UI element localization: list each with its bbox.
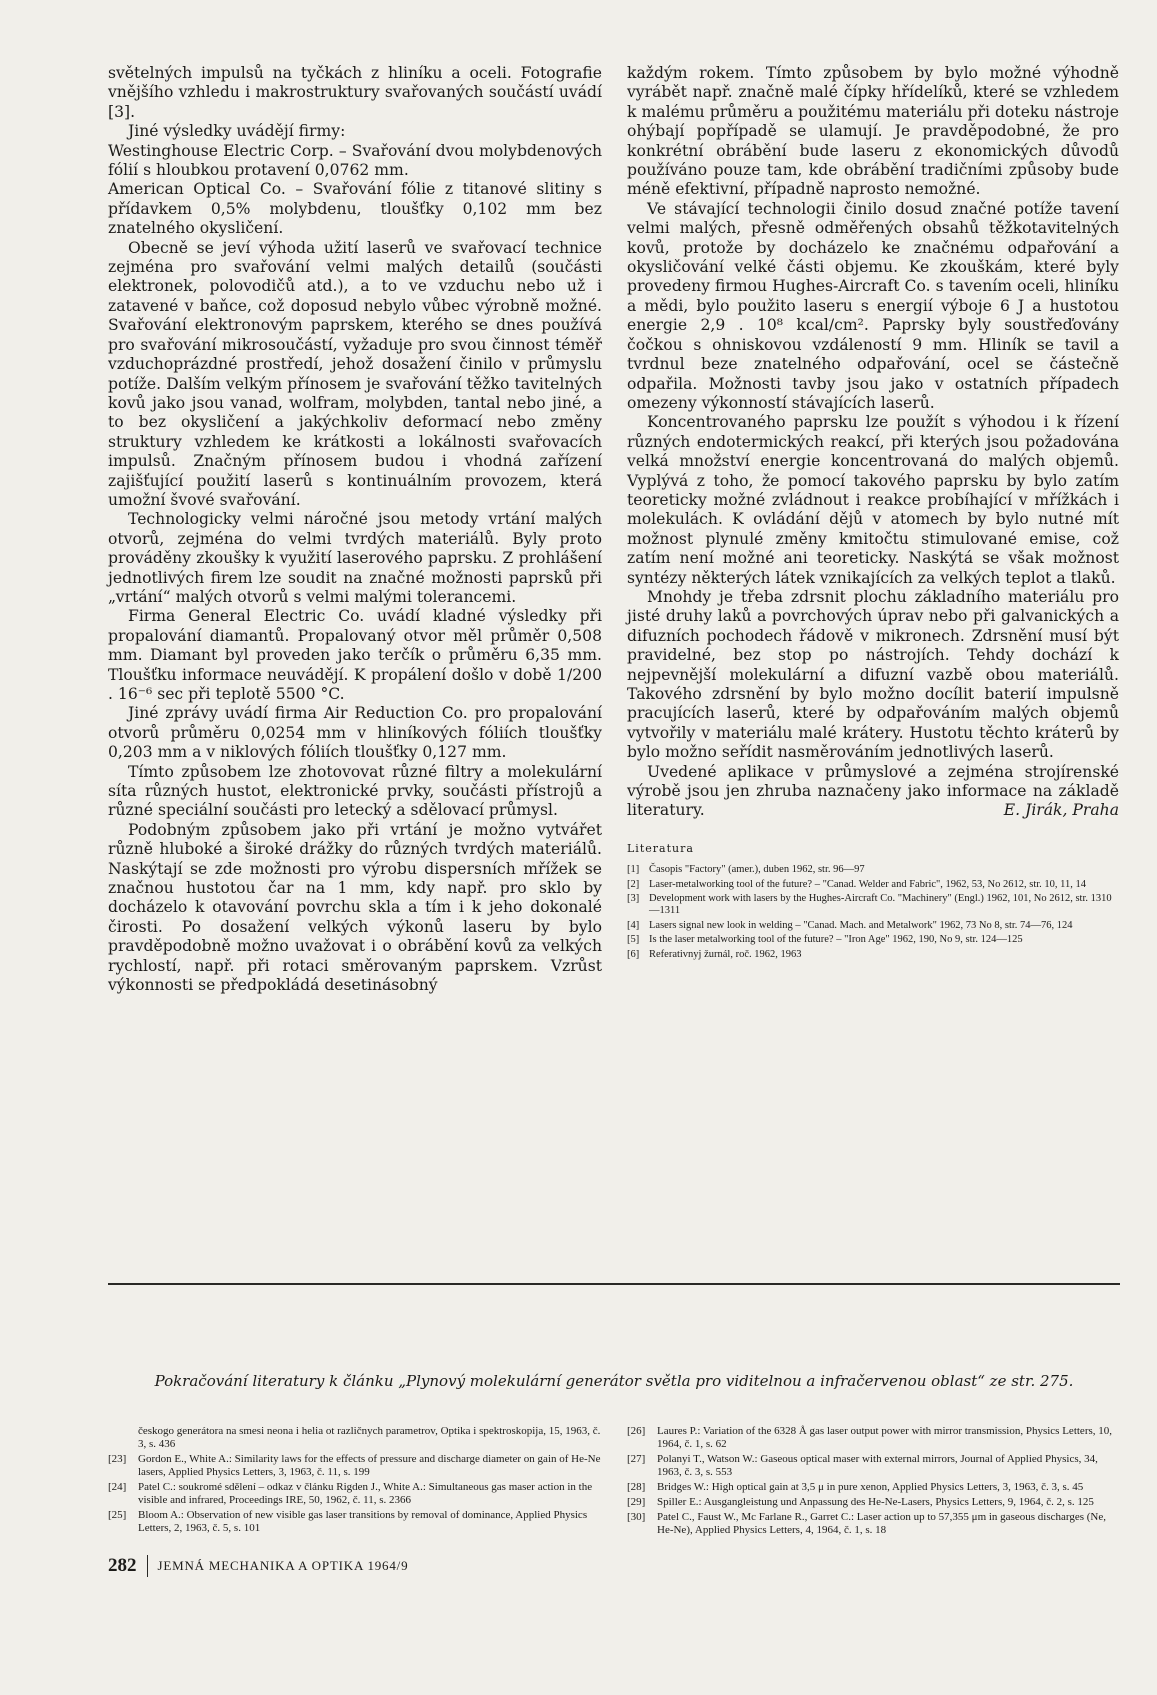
- reference-text: Polanyi T., Watson W.: Gaseous optical maser with external mirrors, Journal of Applied Physics, 34, 1963, č. 3, s. 553: [657, 1453, 1098, 1478]
- reference-text: Lasers signal new look in welding – "Canad. Mach. and Metalwork" 1962, 73 No 8, str. 74—76, 124: [649, 919, 1073, 931]
- paragraph: každým rokem. Tímto způsobem by bylo možné výhodně vyrábět např. značně malé čípky hřídelíků, které se vzhledem k malému průměru a použitému materiálu při doteku nástroje ohýbají popřípadě se ulamují. Je pravděpodobné, že pro konkrétní obrábění bude laseru z ekonomických důvodů používáno pouze tam, kde obrábění tradičními způsoby bude méně efektivní, případně naprosto nemožné.: [627, 64, 1119, 199]
- reference-text: Laser-metalworking tool of the future? – "Canad. Welder and Fabric", 1962, 53, No 2612, str. 10, 11, 14: [649, 878, 1087, 890]
- reference-text: Is the laser metalworking tool of the future? – "Iron Age" 1962, 190, No 9, str. 124—125: [649, 934, 1023, 946]
- reference-number: [25]: [108, 1509, 127, 1521]
- reference-item: [627, 1511, 1119, 1537]
- reference-item: [627, 920, 1119, 932]
- continued-references-right: [627, 1425, 1119, 1539]
- reference-number: [27]: [627, 1453, 646, 1465]
- paragraph: Jiné zprávy uvádí firma Air Reduction Co. pro propalování otvorů průměru 0,0254 mm v hliníkových fóliích tloušťky 0,203 mm a v niklových fóliích tloušťky 0,127 mm.: [108, 704, 602, 762]
- literature-heading: Literatura: [627, 841, 694, 855]
- reference-number: [24]: [108, 1481, 127, 1493]
- paragraph: Uvedené aplikace v průmyslové a zejména strojírenské výrobě jsou jen zhruba naznačeny jako informace na základě literatury.: [627, 762, 1119, 820]
- reference-text: Patel C.: soukromé sdělení – odkaz v článku Rigden J., White A.: Simultaneous gas maser action in the visible and infrared, Proceedings IRE, 50, 1962, č. 11, s. 2366: [138, 1481, 593, 1506]
- reference-item: [627, 879, 1119, 891]
- reference-item: [627, 1496, 1119, 1509]
- reference-number: [5]: [627, 934, 640, 946]
- right-paragraphs: [627, 64, 1119, 821]
- reference-number: [2]: [627, 878, 640, 890]
- reference-number: [28]: [627, 1481, 646, 1493]
- right-text-column: [627, 64, 1119, 963]
- continuation-title: Pokračování literatury k článku „Plynový molekulární generátor světla pro viditelnou a infračervenou oblast“ ze str. 275.: [154, 1372, 1074, 1390]
- reference-text: Referativnyj žurnál, roč. 1962, 1963: [649, 948, 802, 960]
- reference-text: Patel C., Faust W., Mc Farlane R., Garret C.: Laser action up to 57,355 μm in gaseous discharges (Ne, He-Ne), Applied Physics Letters, 4, 1964, č. 1, s. 18: [657, 1511, 1106, 1536]
- reference-item: [108, 1453, 604, 1479]
- paragraph: Koncentrovaného paprsku lze použít s výhodou i k řízení různých endotermických reakcí, při kterých jsou požadována velká množství energie koncentrovaná do malých objemů. Vyplývá z toho, že pomocí takového paprsku by bylo zatím teoreticky možné zvládnout i reakce probíhající v mřížkách i molekulách. K ovládání dějů v atomech by bylo nutné mít možnost plynulé změny kmitočtu stimulované emise, což zatím není možné ani teoreticky. Naskýtá se však možnost syntézy některých látek vznikajících za velkých teplot a tlaků.: [627, 413, 1119, 587]
- reference-item: [627, 893, 1119, 918]
- reference-number: [26]: [627, 1425, 646, 1437]
- paragraph: Obecně se jeví výhoda užití laserů ve svařovací technice zejména pro svařování velmi malých detailů (součásti elektronek, polovodičů atd.), a to ve vzduchu nebo už i zatavené v baňce, což doposud nebylo vůbec výrobně možné. Svařování elektronovým paprskem, kterého se dnes používá pro svařování mikrosoučástí, vyžaduje pro svou činnost téměř vzduchoprázdné prostředí, jehož dosažení činilo v průmyslu potíže. Dalším velkým přínosem je svařování těžko tavitelných kovů jako jsou vanad, wolfram, molybden, tantal nebo jiné, a to bez okysličení a jakýchkoliv deformací nebo změny struktury vzhledem ke krátkosti a lokálnosti svařovacích impulsů. Značným přínosem budou i vhodná zařízení zajišťující použití laserů s kontinuálním provozem, která umožní švové svařování.: [108, 238, 602, 509]
- reference-text: Gordon E., White A.: Similarity laws for the effects of pressure and discharge diameter on gain of He-Ne lasers, Applied Physics Letters, 3, 1963, č. 11, s. 199: [138, 1453, 601, 1478]
- paragraph: Podobným způsobem jako při vrtání je možno vytvářet různě hluboké a široké drážky do různých tvrdých materiálů. Naskýtají se zde možnosti pro výrobu dispersních mřížek se značnou hustotou čar na 1 mm, kdy např. pro sklo by docházelo k otavování povrchu skla a tím i k jeho dokonalé čirosti. Po dosažení velkých výkonů laseru by bylo pravděpodobně možno uvažovat i o obrábění kovů za velkých rychlostí, např. při rotaci směrovaným paprskem. Vzrůst výkonnosti se předpokládá desetinásobný: [108, 820, 602, 995]
- reference-item: [108, 1509, 604, 1535]
- journal-name: JEMNÁ MECHANIKA A OPTIKA 1964/9: [157, 1558, 409, 1573]
- continued-references-left: [108, 1425, 604, 1537]
- reference-text: Laures P.: Variation of the 6328 Å gas laser output power with mirror transmission, Physics Letters, 10, 1964, č. 1, s. 62: [657, 1425, 1113, 1450]
- paragraph: Technologicky velmi náročné jsou metody vrtání malých otvorů, zejména do velmi tvrdých materiálů. Byly proto prováděny zkoušky k využití laserového paprsku. Z prohlášení jednotlivých firem lze soudit na značné možnosti paprsků při „vrtání“ malých otvorů s velmi malými tolerancemi.: [108, 510, 602, 606]
- reference-item: [627, 864, 1119, 876]
- reference-number: [30]: [627, 1511, 646, 1523]
- reference-item: [627, 1481, 1119, 1494]
- author-signature: E. Jirák, Praha: [1003, 801, 1119, 820]
- continued-references-left-list: [108, 1453, 604, 1535]
- reference-item: [627, 934, 1119, 946]
- reference-text: Bloom A.: Observation of new visible gas laser transitions by removal of dominance, Applied Physics Letters, 2, 1963, č. 5, s. 101: [138, 1509, 588, 1534]
- paragraph: American Optical Co. – Svařování fólie z titanové slitiny s přídavkem 0,5% molybdenu, tloušťky 0,102 mm bez znatelného okysličení.: [108, 180, 602, 238]
- reference-number: [29]: [627, 1496, 646, 1508]
- reference-number: [3]: [627, 893, 640, 905]
- paragraph: Firma General Electric Co. uvádí kladné výsledky při propalování diamantů. Propalovaný otvor měl průměr 0,508 mm. Diamant byl proveden jako terčík o průměru 6,35 mm. Tloušťku informace neuvádějí. K propálení došlo v době 1/200 . 16⁻⁶ sec při teplotě 5500 °C.: [108, 607, 602, 703]
- section-divider: [108, 1283, 1120, 1285]
- reference-number: [6]: [627, 948, 640, 960]
- reference-text: Spiller E.: Ausgangleistung und Anpassung des He-Ne-Lasers, Physics Letters, 9, 1964, č. 2, s. 125: [657, 1496, 1094, 1508]
- continued-reference-fragment: českogo generátora na smesi neona i helia ot različnych parametrov, Optika i spektroskopija, 15, 1963, č. 3, s. 436: [138, 1425, 601, 1450]
- reference-number: [1]: [627, 864, 640, 876]
- paragraph: Jiné výsledky uvádějí firmy:: [128, 122, 346, 141]
- reference-item: [627, 1453, 1119, 1479]
- left-text-column: [108, 64, 602, 996]
- reference-item: [108, 1481, 604, 1507]
- reference-text: Časopis "Factory" (amer.), duben 1962, str. 96—97: [649, 864, 865, 876]
- page-footer: [108, 1555, 408, 1577]
- reference-number: [4]: [627, 919, 640, 931]
- paragraph: světelných impulsů na tyčkách z hliníku a oceli. Fotografie vnějšího vzhledu i makrostruktury svařovaných součástí uvádí [3].: [108, 64, 602, 121]
- footer-separator: [147, 1555, 148, 1577]
- reference-text: Development work with lasers by the Hughes-Aircraft Co. "Machinery" (Engl.) 1962, 101, No 2612, str. 1310—1311: [649, 893, 1112, 917]
- reference-item: [627, 949, 1119, 961]
- references-list: [627, 864, 1119, 961]
- reference-text: Bridges W.: High optical gain at 3,5 μ in pure xenon, Applied Physics Letters, 3, 1963, č. 3, s. 45: [657, 1481, 1084, 1493]
- paragraph: Tímto způsobem lze zhotovovat různé filtry a molekulární síta různých hustot, elektronické prvky, součásti přístrojů a různé speciální součásti pro letecký a sdělovací průmysl.: [108, 762, 602, 820]
- reference-item: [627, 1425, 1119, 1451]
- page-number: 282: [108, 1555, 137, 1576]
- paragraph: Mnohdy je třeba zdrsnit plochu základního materiálu pro jisté druhy laků a povrchových úprav nebo při galvanických a difuzních pochodech řádově v mikronech. Zdrsnění musí být pravidelné, bez stop po nástrojích. Tehdy dochází k nejpevnější molekulární a difuzní vazbě obou materiálů. Takového zdrsnění by bylo možno docílit baterií impulsně pracujících laserů, které by odpařováním malých objemů vytvořily v materiálu malé krátery. Hustotu těchto kráterů by bylo možno seřídit nasměrováním jednotlivých laserů.: [627, 587, 1119, 762]
- paragraph: Ve stávající technologii činilo dosud značné potíže tavení velmi malých, přesně odměřených obsahů těžkotavitelných kovů, protože by docházelo ke značnému odpařování a okysličování velké části objemu. Ke zkouškám, které byly provedeny firmou Hughes-Aircraft Co. s tavením oceli, hliníku a mědi, bylo použito laseru s energií výboje 6 J a hustotou energie 2,9 . 10⁸ kcal/cm². Paprsky byly soustřeďovány čočkou s ohniskovou vzdáleností 9 mm. Hliník se tavil a tvrdnul beze znatelného odpařování, ocel se částečně odpařila. Možnosti tavby jsou jako v ostatních případech omezeny výkonností stávajících laserů.: [627, 199, 1119, 412]
- paragraph: Westinghouse Electric Corp. – Svařování dvou molybdenových fólií s hloubkou protavení 0,0762 mm.: [108, 141, 602, 180]
- reference-number: [23]: [108, 1453, 127, 1465]
